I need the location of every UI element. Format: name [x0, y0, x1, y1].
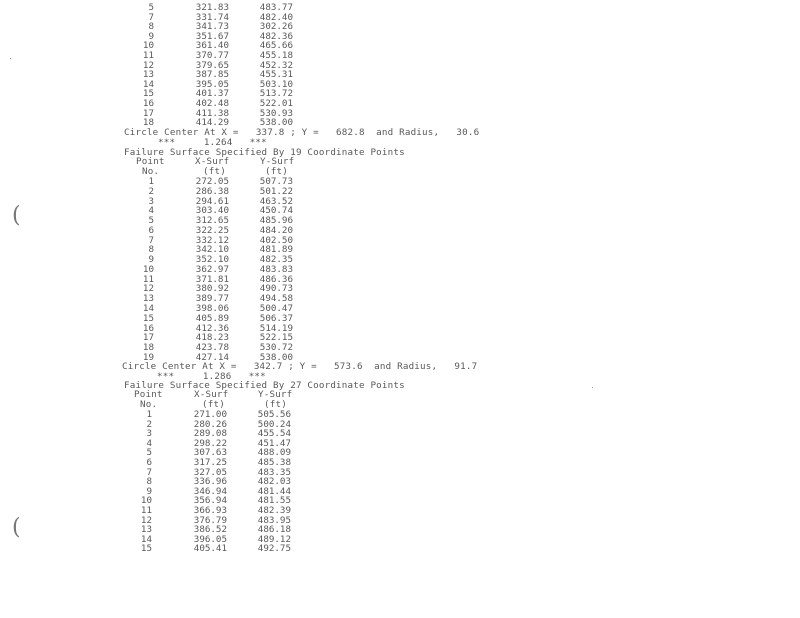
y-surf-value: 490.73: [259, 283, 293, 295]
point-number: 11: [142, 50, 154, 61]
x-surf-value: 427.14: [195, 351, 229, 363]
y-surf-value: 500.47: [259, 303, 293, 314]
point-number: 5: [148, 2, 154, 13]
point-number: 7: [148, 234, 154, 246]
x-surf-value: 303.40: [195, 205, 229, 217]
x-surf-value: 312.65: [195, 215, 229, 227]
x-surf-value: 405.41: [193, 543, 227, 555]
x-surf-value: 346.94: [193, 485, 227, 497]
x-surf-value: 307.63: [193, 447, 227, 459]
y-surf-value: 507.73: [259, 176, 293, 187]
y-surf-value: 485.96: [259, 215, 293, 227]
x-surf-value: 411.38: [195, 107, 229, 119]
point-number: 12: [140, 514, 152, 526]
point-number: 11: [142, 273, 154, 285]
y-surf-value: 485.38: [257, 457, 291, 468]
point-number: 5: [148, 215, 154, 227]
point-number: 13: [142, 69, 154, 81]
y-surf-value: 402.50: [259, 234, 293, 246]
point-number: 13: [142, 293, 154, 305]
x-surf-value: 370.77: [195, 50, 229, 61]
x-surf-value: 331.74: [195, 11, 229, 23]
point-number: 17: [142, 332, 154, 344]
y-surf-value: 483.83: [259, 263, 293, 275]
circle-center-line-2: Circle Center At X = 342.7 ; Y = 573.6 and Radius, 91.7: [122, 361, 478, 372]
y-surf-value: 481.55: [257, 495, 291, 507]
x-surf-value: 402.48: [195, 98, 229, 109]
safety-factor-line-2: *** 1.286 ***: [157, 371, 266, 382]
point-number: 5: [146, 447, 152, 459]
y-surf-value: 302.26: [259, 21, 293, 33]
point-number: 2: [146, 418, 152, 430]
point-number: 15: [142, 88, 154, 100]
x-surf-value: 361.40: [195, 40, 229, 52]
circle-center-line-1: Circle Center At X = 337.8 ; Y = 682.8 and Radius, 30.6: [124, 127, 480, 138]
x-surf-value: 401.37: [195, 88, 229, 100]
x-surf-value: 387.85: [195, 69, 229, 81]
x-surf-value: 423.78: [195, 342, 229, 354]
binder-hole-mark-top: (: [12, 203, 21, 228]
x-surf-value: 366.93: [193, 505, 227, 516]
y-surf-value: 484.20: [259, 224, 293, 236]
binder-hole-mark-bottom: (: [12, 515, 21, 540]
point-number: 6: [148, 224, 154, 236]
y-surf-value: 481.89: [259, 244, 293, 256]
point-number: 14: [142, 303, 154, 314]
point-number: 7: [146, 466, 152, 478]
point-number: 2: [148, 185, 154, 197]
x-surf-value: 389.77: [195, 293, 229, 305]
header-y-3: Y-Surf: [258, 389, 293, 400]
table-row: [0, 544, 320, 554]
x-surf-value: 376.79: [193, 514, 227, 526]
point-number: 4: [146, 437, 152, 449]
point-number: 12: [142, 283, 154, 295]
unit-y-3: (ft): [264, 399, 287, 410]
point-number: 7: [148, 11, 154, 23]
header-point-2: Point: [136, 156, 165, 167]
x-surf-value: 386.52: [193, 524, 227, 536]
y-surf-value: 522.01: [259, 98, 293, 109]
y-surf-value: 483.77: [259, 2, 293, 13]
y-surf-value: 455.31: [259, 69, 293, 81]
point-number: 12: [142, 59, 154, 71]
header-x-2: X-Surf: [195, 156, 230, 167]
header-y-2: Y-Surf: [260, 156, 295, 167]
x-surf-value: 398.06: [195, 303, 229, 314]
point-number: 8: [148, 244, 154, 256]
point-number: 8: [146, 476, 152, 488]
y-surf-value: 530.72: [259, 342, 293, 354]
point-number: 10: [142, 40, 154, 52]
x-surf-value: 294.61: [195, 195, 229, 207]
x-surf-value: 414.29: [195, 117, 229, 129]
x-surf-value: 336.96: [193, 476, 227, 488]
point-number: 4: [148, 205, 154, 217]
x-surf-value: 412.36: [195, 322, 229, 334]
x-surf-value: 321.83: [195, 2, 229, 13]
y-surf-value: 482.39: [257, 505, 291, 516]
y-surf-value: 486.18: [257, 524, 291, 536]
x-surf-value: 395.05: [195, 78, 229, 90]
point-number: 19: [142, 351, 154, 363]
unit-point-3: No.: [140, 399, 158, 410]
point-number: 1: [146, 409, 152, 420]
y-surf-value: 455.54: [257, 428, 291, 440]
x-surf-value: 332.12: [195, 234, 229, 246]
y-surf-value: 451.47: [257, 437, 291, 449]
point-number: 9: [148, 254, 154, 266]
y-surf-value: 463.52: [259, 195, 293, 207]
point-number: 16: [142, 98, 154, 109]
point-number: 18: [142, 342, 154, 354]
x-surf-value: 341.73: [195, 21, 229, 33]
point-number: 14: [140, 533, 152, 545]
y-surf-value: 450.74: [259, 205, 293, 217]
x-surf-value: 396.05: [193, 533, 227, 545]
y-surf-value: 482.03: [257, 476, 291, 488]
x-surf-value: 342.10: [195, 244, 229, 256]
y-surf-value: 488.09: [257, 447, 291, 459]
point-number: 9: [146, 485, 152, 497]
failure-surface-title-2: Failure Surface Specified By 19 Coordinate Points: [124, 147, 405, 158]
y-surf-value: 514.19: [259, 322, 293, 334]
x-surf-value: 380.92: [195, 283, 229, 295]
y-surf-value: 538.00: [259, 351, 293, 363]
y-surf-value: 505.56: [257, 409, 291, 420]
point-number: 1: [148, 176, 154, 187]
x-surf-value: 362.97: [195, 263, 229, 275]
x-surf-value: 271.00: [193, 409, 227, 420]
y-surf-value: 530.93: [259, 107, 293, 119]
x-surf-value: 286.38: [195, 185, 229, 197]
unit-point-2: No.: [142, 166, 160, 177]
point-number: 3: [148, 195, 154, 207]
y-surf-value: 452.32: [259, 59, 293, 71]
point-number: 17: [142, 107, 154, 119]
y-surf-value: 522.15: [259, 332, 293, 344]
x-surf-value: 379.65: [195, 59, 229, 71]
x-surf-value: 352.10: [195, 254, 229, 266]
x-surf-value: 289.08: [193, 428, 227, 440]
point-number: 15: [142, 312, 154, 324]
point-number: 14: [142, 78, 154, 90]
y-surf-value: 483.95: [257, 514, 291, 526]
y-surf-value: 483.35: [257, 466, 291, 478]
point-number: 13: [140, 524, 152, 536]
safety-factor-line-1: *** 1.264 ***: [158, 137, 267, 148]
point-number: 3: [146, 428, 152, 440]
failure-surface-title-3: Failure Surface Specified By 27 Coordinate Points: [124, 380, 405, 391]
y-surf-value: 486.36: [259, 273, 293, 285]
y-surf-value: 482.40: [259, 11, 293, 23]
point-number: 6: [146, 457, 152, 468]
x-surf-value: 298.22: [193, 437, 227, 449]
x-surf-value: 322.25: [195, 224, 229, 236]
y-surf-value: 482.36: [259, 30, 293, 42]
x-surf-value: 280.26: [193, 418, 227, 430]
y-surf-value: 482.35: [259, 254, 293, 266]
x-surf-value: 371.81: [195, 273, 229, 285]
y-surf-value: 492.75: [257, 543, 291, 555]
y-surf-value: 506.37: [259, 312, 293, 324]
y-surf-value: 481.44: [257, 485, 291, 497]
unit-x-3: (ft): [202, 399, 225, 410]
y-surf-value: 538.00: [259, 117, 293, 129]
point-number: 11: [140, 505, 152, 516]
x-surf-value: 351.67: [195, 30, 229, 42]
point-number: 15: [140, 543, 152, 555]
y-surf-value: 494.58: [259, 293, 293, 305]
x-surf-value: 356.94: [193, 495, 227, 507]
x-surf-value: 418.23: [195, 332, 229, 344]
point-number: 18: [142, 117, 154, 129]
scan-speck: [10, 58, 11, 59]
y-surf-value: 455.18: [259, 50, 293, 61]
point-number: 8: [148, 21, 154, 33]
y-surf-value: 501.22: [259, 185, 293, 197]
unit-y-2: (ft): [265, 166, 288, 177]
point-number: 10: [140, 495, 152, 507]
y-surf-value: 489.12: [257, 533, 291, 545]
y-surf-value: 513.72: [259, 88, 293, 100]
unit-x-2: (ft): [203, 166, 226, 177]
x-surf-value: 272.05: [195, 176, 229, 187]
point-number: 10: [142, 263, 154, 275]
x-surf-value: 317.25: [193, 457, 227, 468]
y-surf-value: 503.10: [259, 78, 293, 90]
point-number: 16: [142, 322, 154, 334]
x-surf-value: 327.05: [193, 466, 227, 478]
x-surf-value: 405.89: [195, 312, 229, 324]
y-surf-value: 500.24: [257, 418, 291, 430]
scan-speck: [592, 387, 593, 388]
y-surf-value: 465.66: [259, 40, 293, 52]
header-point-3: Point: [134, 389, 163, 400]
header-x-3: X-Surf: [194, 389, 229, 400]
point-number: 9: [148, 30, 154, 42]
